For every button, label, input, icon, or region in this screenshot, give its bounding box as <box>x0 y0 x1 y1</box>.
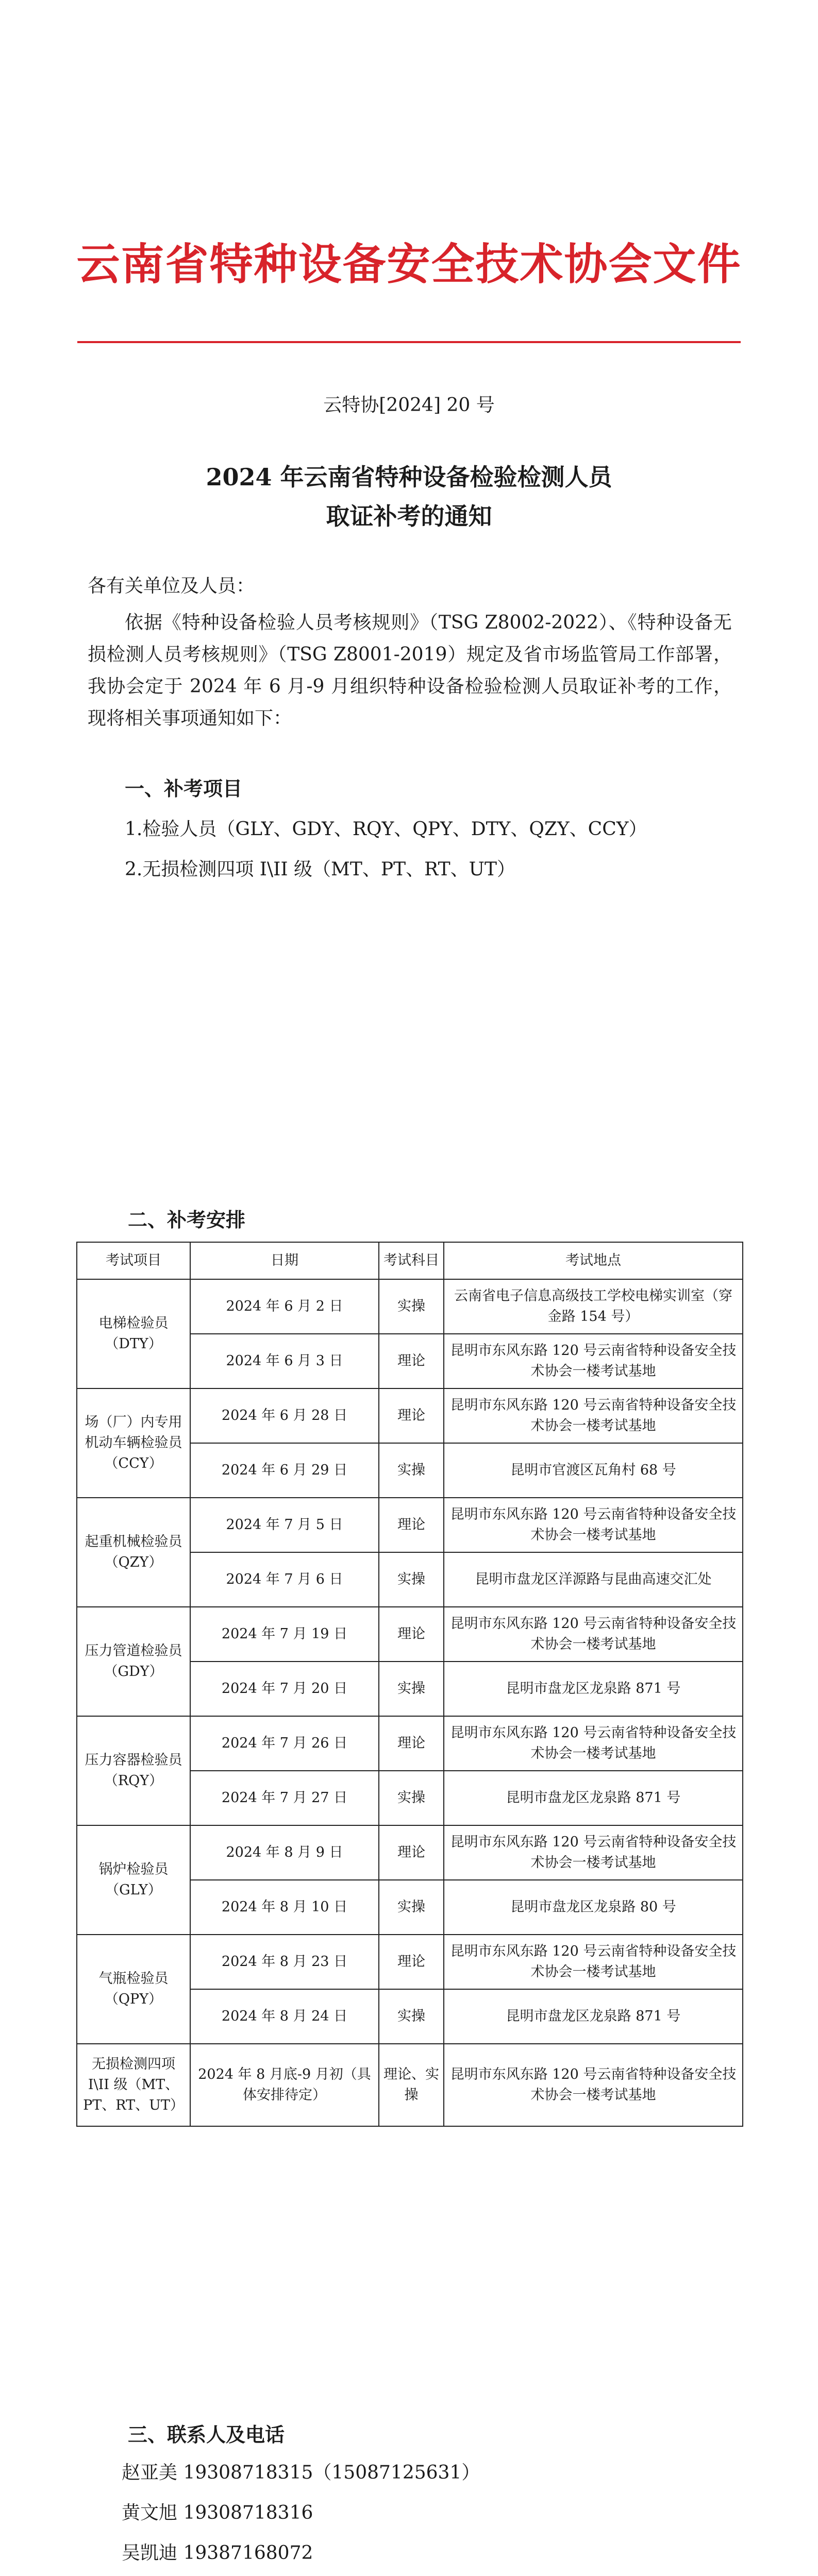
column-header: 考试地点 <box>444 1242 743 1279</box>
location-cell: 昆明市东风东路 120 号云南省特种设备安全技术协会一楼考试基地 <box>444 1607 743 1662</box>
date-cell: 2024 年 8 月 10 日 <box>190 1880 379 1935</box>
exam-project-cell: 场（厂）内专用机动车辆检验员（CCY） <box>77 1388 190 1498</box>
org-document-title: 云南省特种设备安全技术协会文件 <box>76 239 742 290</box>
location-cell: 昆明市东风东路 120 号云南省特种设备安全技术协会一楼考试基地 <box>444 1825 743 1880</box>
notice-title-line2: 取证补考的通知 <box>326 502 492 530</box>
column-header: 日期 <box>190 1242 379 1279</box>
location-cell: 昆明市官渡区瓦角村 68 号 <box>444 1443 743 1498</box>
date-cell: 2024 年 8 月底-9 月初（具体安排待定） <box>190 2044 379 2126</box>
page-3 <box>0 2313 818 2576</box>
location-cell: 昆明市东风东路 120 号云南省特种设备安全技术协会一楼考试基地 <box>444 1498 743 1552</box>
red-separator-line <box>77 341 741 343</box>
location-cell: 昆明市盘龙区洋源路与昆曲高速交汇处 <box>444 1552 743 1607</box>
section2-heading: 二、补考安排 <box>128 1208 246 1231</box>
table-row <box>77 1498 743 1552</box>
date-cell: 2024 年 8 月 9 日 <box>190 1825 379 1880</box>
intro-paragraph: 依据《特种设备检验人员考核规则》（TSG Z8002-2022）、《特种设备无损检测人员考核规则》（TSG Z8001-2019）规定及省市场监管局工作部署，我协会定于 2024 年 6 月-9 月组织特种设备检验检测人员取证补考的工作，现将相关事项通知如下： <box>88 612 732 729</box>
subject-cell: 理论 <box>379 1716 444 1771</box>
notice-title-line1: 2024 年云南省特种设备检验检测人员 <box>206 463 612 491</box>
location-cell: 昆明市盘龙区龙泉路 871 号 <box>444 1989 743 2044</box>
subject-cell: 实操 <box>379 1662 444 1716</box>
exam-project-cell: 压力容器检验员（RQY） <box>77 1716 190 1825</box>
date-cell: 2024 年 8 月 24 日 <box>190 1989 379 2044</box>
subject-cell: 理论、实操 <box>379 2044 444 2126</box>
location-cell: 昆明市东风东路 120 号云南省特种设备安全技术协会一楼考试基地 <box>444 1388 743 1443</box>
section1-item-1: 1.检验人员（GLY、GDY、RQY、QPY、DTY、QZY、CCY） <box>125 819 647 840</box>
date-cell: 2024 年 7 月 26 日 <box>190 1716 379 1771</box>
date-cell: 2024 年 7 月 19 日 <box>190 1607 379 1662</box>
location-cell: 昆明市盘龙区龙泉路 80 号 <box>444 1880 743 1935</box>
salutation: 各有关单位及人员： <box>88 575 255 597</box>
location-cell: 昆明市东风东路 120 号云南省特种设备安全技术协会一楼考试基地 <box>444 1935 743 1989</box>
contact-line: 赵亚美 19308718315（15087125631） <box>122 2462 480 2483</box>
date-cell: 2024 年 6 月 28 日 <box>190 1388 379 1443</box>
table-row <box>77 1935 743 1989</box>
subject-cell: 实操 <box>379 1880 444 1935</box>
location-cell: 昆明市东风东路 120 号云南省特种设备安全技术协会一楼考试基地 <box>444 1334 743 1388</box>
subject-cell: 实操 <box>379 1771 444 1825</box>
date-cell: 2024 年 6 月 2 日 <box>190 1279 379 1334</box>
contact-line: 吴凯迪 19387168072 <box>122 2543 313 2564</box>
location-cell: 昆明市盘龙区龙泉路 871 号 <box>444 1771 743 1825</box>
table-row <box>77 1388 743 1443</box>
date-cell: 2024 年 6 月 29 日 <box>190 1443 379 1498</box>
column-header: 考试项目 <box>77 1242 190 1279</box>
subject-cell: 理论 <box>379 1825 444 1880</box>
column-header: 考试科目 <box>379 1242 444 1279</box>
subject-cell: 理论 <box>379 1498 444 1552</box>
date-cell: 2024 年 7 月 20 日 <box>190 1662 379 1716</box>
table-row <box>77 1716 743 1771</box>
exam-project-cell: 无损检测四项 I\II 级（MT、PT、RT、UT） <box>77 2044 190 2126</box>
page-1 <box>0 0 818 1157</box>
exam-project-cell: 起重机械检验员（QZY） <box>77 1498 190 1607</box>
section1-heading: 一、补考项目 <box>125 777 243 800</box>
subject-cell: 实操 <box>379 1552 444 1607</box>
location-cell: 昆明市盘龙区龙泉路 871 号 <box>444 1662 743 1716</box>
section3-heading: 三、联系人及电话 <box>128 2423 285 2446</box>
subject-cell: 实操 <box>379 1443 444 1498</box>
table-row <box>77 1607 743 1662</box>
subject-cell: 理论 <box>379 1607 444 1662</box>
location-cell: 云南省电子信息高级技工学校电梯实训室（穿金路 154 号） <box>444 1279 743 1334</box>
subject-cell: 实操 <box>379 1279 444 1334</box>
subject-cell: 理论 <box>379 1935 444 1989</box>
exam-project-cell: 电梯检验员（DTY） <box>77 1279 190 1388</box>
exam-project-cell: 锅炉检验员（GLY） <box>77 1825 190 1935</box>
table-row <box>77 1279 743 1334</box>
date-cell: 2024 年 7 月 6 日 <box>190 1552 379 1607</box>
contact-line: 黄文旭 19308718316 <box>122 2502 313 2523</box>
subject-cell: 理论 <box>379 1334 444 1388</box>
subject-cell: 理论 <box>379 1388 444 1443</box>
exam-schedule-table <box>76 1242 743 2127</box>
location-cell: 昆明市东风东路 120 号云南省特种设备安全技术协会一楼考试基地 <box>444 1716 743 1771</box>
date-cell: 2024 年 6 月 3 日 <box>190 1334 379 1388</box>
location-cell: 昆明市东风东路 120 号云南省特种设备安全技术协会一楼考试基地 <box>444 2044 743 2126</box>
document-number: 云特协[2024] 20 号 <box>323 395 495 416</box>
table-row <box>77 2044 743 2126</box>
table-header-row <box>77 1242 743 1279</box>
section1-item-2: 2.无损检测四项 I\II 级（MT、PT、RT、UT） <box>125 859 515 880</box>
date-cell: 2024 年 7 月 27 日 <box>190 1771 379 1825</box>
table-row <box>77 1825 743 1880</box>
date-cell: 2024 年 8 月 23 日 <box>190 1935 379 1989</box>
exam-project-cell: 气瓶检验员（QPY） <box>77 1935 190 2044</box>
exam-project-cell: 压力管道检验员（GDY） <box>77 1607 190 1716</box>
date-cell: 2024 年 7 月 5 日 <box>190 1498 379 1552</box>
subject-cell: 实操 <box>379 1989 444 2044</box>
